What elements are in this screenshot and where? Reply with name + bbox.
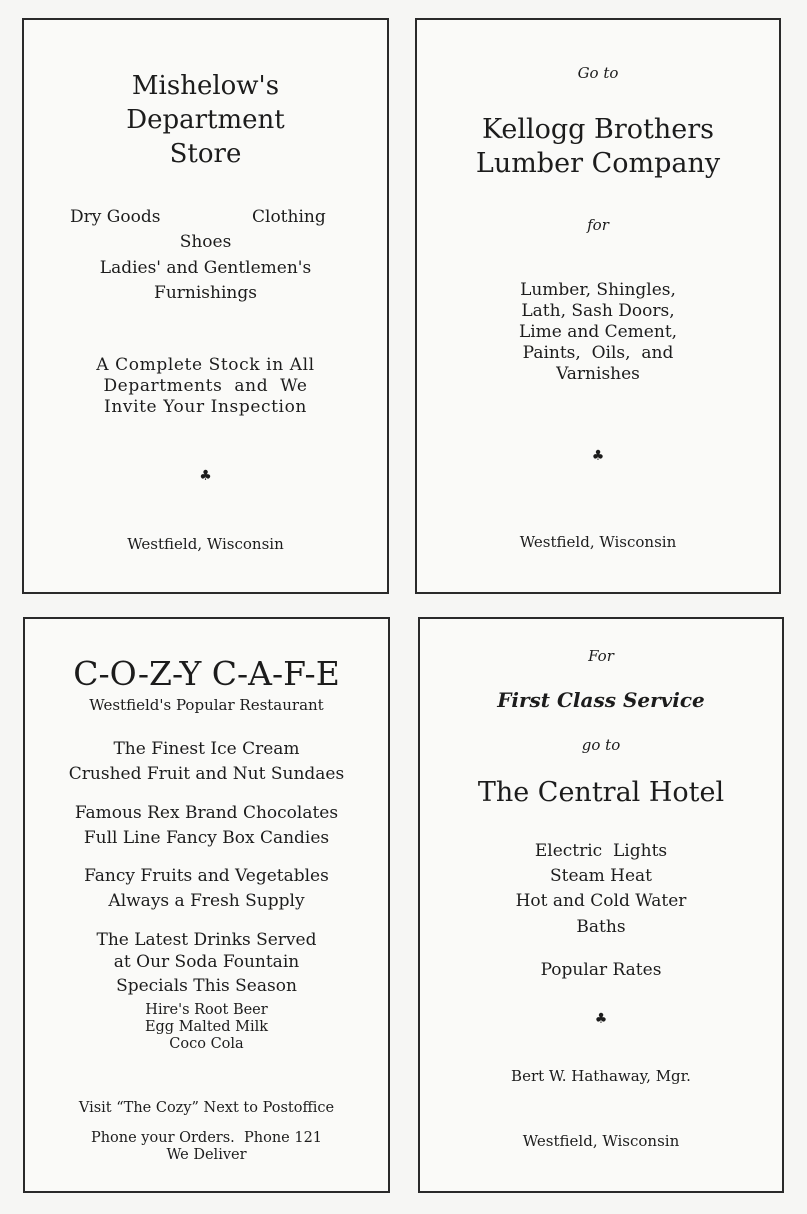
choc-line1: Famous Rex Brand Chocolates xyxy=(74,803,339,823)
club-ornament-icon: ♣ xyxy=(594,1011,608,1027)
drinks-line2: at Our Soda Fountain xyxy=(113,952,300,972)
shoes-text: Shoes xyxy=(179,232,232,252)
amenity-3: Hot and Cold Water xyxy=(515,891,687,911)
fruit-line1: Fancy Fruits and Vegetables xyxy=(84,866,329,886)
hotel-name: The Central Hotel xyxy=(477,777,725,808)
cafe-tagline: Westfield's Popular Restaurant xyxy=(89,696,324,714)
location-text: Westfield, Wisconsin xyxy=(519,533,677,551)
amenity-1: Electric Lights xyxy=(534,841,668,861)
ice-line2: Crushed Fruit and Nut Sundaes xyxy=(68,764,345,784)
stock-line3: Invite Your Inspection xyxy=(104,397,307,417)
ad-cozy-cafe xyxy=(23,617,390,1193)
location-text: Westfield, Wisconsin xyxy=(522,1132,680,1150)
fruit-line2: Always a Fresh Supply xyxy=(108,891,305,911)
goods-left: Dry Goods xyxy=(70,207,161,227)
choc-line2: Full Line Fancy Box Candies xyxy=(83,828,330,848)
club-ornament-icon: ♣ xyxy=(199,468,212,484)
goods-line4: Paints, Oils, and xyxy=(522,343,674,363)
location-text: Westfield, Wisconsin xyxy=(127,535,284,553)
service-text: First Class Service xyxy=(497,688,705,712)
drinks-line1: The Latest Drinks Served xyxy=(96,930,317,950)
store-name-line3: Store xyxy=(169,139,242,169)
deliver-text: We Deliver xyxy=(166,1147,247,1163)
store-name-line2: Department xyxy=(126,105,285,135)
go-to-text: go to xyxy=(581,736,621,754)
goods-line1: Lumber, Shingles, xyxy=(520,280,676,300)
ad-kellogg-brothers-lumber xyxy=(415,18,781,594)
store-name-line1: Mishelow's xyxy=(131,71,280,101)
ice-line1: The Finest Ice Cream xyxy=(113,739,300,759)
furnishings-line2: Furnishings xyxy=(154,283,257,303)
stock-line1: A Complete Stock in All xyxy=(96,355,315,375)
goods-line3: Lime and Cement, xyxy=(518,322,678,342)
ad-central-hotel xyxy=(418,617,784,1193)
special-item-2: Egg Malted Milk xyxy=(144,1019,269,1035)
specials-heading: Specials This Season xyxy=(116,976,297,996)
club-ornament-icon: ♣ xyxy=(591,448,605,464)
for-text: For xyxy=(588,647,614,665)
special-item-1: Hire's Root Beer xyxy=(145,1002,268,1018)
ad-mishelows-department-store xyxy=(22,18,389,594)
go-to-text: Go to xyxy=(577,64,619,82)
cafe-name: C-O-Z-Y C-A-F-E xyxy=(73,654,340,693)
goods-line5: Varnishes xyxy=(556,364,640,384)
goods-line2: Lath, Sash Doors, xyxy=(521,301,675,321)
visit-text: Visit “The Cozy” Next to Postoffice xyxy=(78,1100,335,1116)
amenity-2: Steam Heat xyxy=(549,866,653,886)
for-text: for xyxy=(587,216,609,234)
furnishings-line1: Ladies' and Gentlemen's xyxy=(99,258,312,278)
goods-right: Clothing xyxy=(252,207,326,227)
rates-text: Popular Rates xyxy=(540,960,662,980)
amenity-4: Baths xyxy=(576,917,626,937)
company-name-line2: Lumber Company xyxy=(475,148,721,179)
company-name-line1: Kellogg Brothers xyxy=(481,114,715,145)
phone-text: Phone your Orders. Phone 121 xyxy=(90,1130,323,1146)
stock-line2: Departments and We xyxy=(103,376,308,396)
manager-text: Bert W. Hathaway, Mgr. xyxy=(511,1067,691,1085)
special-item-3: Coco Cola xyxy=(169,1036,244,1052)
